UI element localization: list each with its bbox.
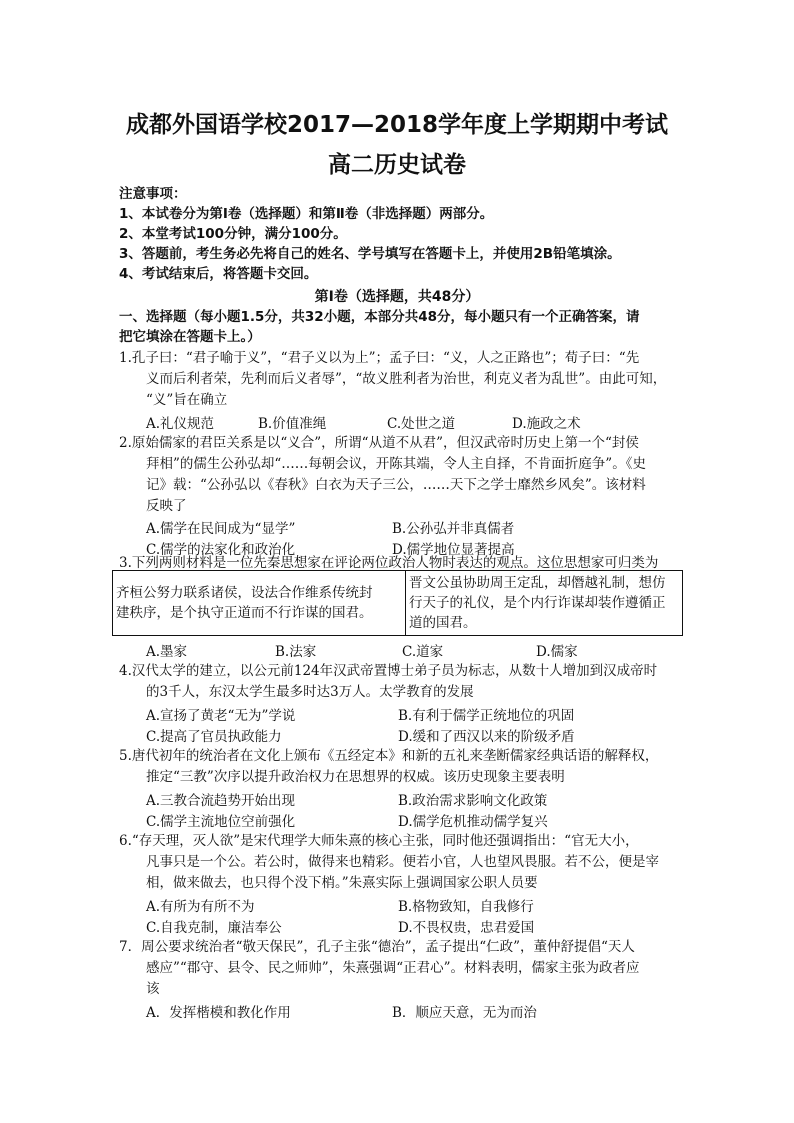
question-7-option: B．顺应天意，无为而治	[392, 1005, 537, 1021]
question-5-option: D.儒学危机推动儒学复兴	[398, 814, 548, 830]
question-6-option: D.不畏权贵，忠君爱国	[398, 920, 535, 936]
question-7-option: A．发挥楷模和教化作用	[146, 1005, 291, 1021]
cell-line: 行天子的礼仪，是个内行诈谋却装作遵循正	[409, 595, 666, 611]
question-5-option: A.三教合流趋势开始出现	[146, 793, 296, 809]
cell-line: 建秩序，是个执守正道而不行诈谋的国君。	[116, 605, 373, 621]
question-3-right-cell	[406, 571, 683, 636]
question-1-line: “义”旨在确立	[146, 392, 228, 408]
notice-item: 4、考试结束后，将答题卡交回。	[119, 266, 318, 282]
notice-heading: 注意事项：	[119, 186, 187, 202]
question-3-left-cell	[113, 571, 406, 636]
question-1-option: A.礼仪规范	[146, 416, 215, 432]
question-4-line: 4.汉代太学的建立，以公元前124年汉武帝置博士弟子员为标志，从数十人增加到汉成帝时	[119, 663, 658, 679]
question-1-line: 1.孔子曰：“君子喻于义”，“君子义以为上”；孟子曰：“义，人之正路也”；荀子曰：“先	[119, 350, 640, 366]
question-3-line: 3.下列两则材料是一位先秦思想家在评论两位政治人物时表达的观点。这位思想家可归类为	[119, 555, 659, 571]
cell-line: 齐桓公努力联系诸侯，设法合作维系传统封	[116, 585, 373, 601]
section-title: 第Ⅰ卷（选择题，共48分）	[314, 289, 480, 305]
question-5-option: C.儒学主流地位空前强化	[146, 814, 296, 830]
cell-line: 道的国君。	[409, 615, 477, 631]
question-2-line: 拜相”的儒生公孙弘却“……每朝会议，开陈其端，令人主自择，不肯面折庭争”。《史	[146, 456, 646, 472]
question-1-option: B.价值准绳	[258, 416, 327, 432]
question-2-line: 记》载：“公孙弘以《春秋》白衣为天子三公，……天下之学士靡然乡风矣”。该材料	[146, 477, 646, 493]
question-2-option: C.儒学的法家化和政治化	[146, 542, 296, 558]
section-intro: 把它填涂在答题卡上。）	[119, 329, 261, 345]
question-3-option: B.法家	[275, 644, 317, 660]
notice-item: 2、本堂考试100分钟，满分100分。	[119, 226, 347, 242]
question-4-line: 的3千人，东汉太学生最多时达3万人。太学教育的发展	[146, 684, 474, 700]
question-6-line: 凡事只是一个公。若公时，做得来也精彩。便若小官，人也望风畏服。若不公，便是宰	[146, 854, 659, 870]
question-6-option: B.格物致知，自我修行	[398, 899, 534, 915]
question-7-line: 7．周公要求统治者“敬天保民”，孔子主张“德治”，孟子提出“仁政”，董仲舒提倡“天人	[119, 939, 635, 955]
question-1-option: D.施政之术	[512, 416, 581, 432]
question-4-option: C.提高了官员执政能力	[146, 729, 282, 745]
section-intro: 一、选择题（每小题1.5分，共32小题，本部分共48分，每小题只有一个正确答案，请	[119, 309, 640, 325]
question-7-line: 该	[146, 981, 160, 997]
question-2-line: 2.原始儒家的君臣关系是以“义合”，所谓“从道不从君”，但汉武帝时历史上第一个“封侯	[119, 435, 639, 451]
question-7-line: 感应”“郡守、县令、民之师帅”，朱熹强调“正君心”。材料表明，儒家主张为政者应	[146, 960, 640, 976]
question-2-line: 反映了	[146, 498, 187, 514]
question-4-option: D.缓和了西汉以来的阶级矛盾	[398, 729, 575, 745]
question-4-option: B.有利于儒学正统地位的巩固	[398, 708, 575, 724]
question-3-option: A.墨家	[146, 644, 188, 660]
question-3-option: C.道家	[402, 644, 444, 660]
question-3-option: D.儒家	[536, 644, 578, 660]
page-subtitle: 高二历史试卷	[328, 152, 466, 178]
question-2-option: A.儒学在民间成为“显学”	[146, 521, 296, 537]
cell-line: 晋文公虽协助周王定乱，却僭越礼制，想仿	[409, 575, 666, 591]
question-2-option: B.公孙弘并非真儒者	[392, 521, 515, 537]
question-6-line: 6.“存天理，灭人欲”是宋代理学大师朱熹的核心主张，同时他还强调指出：“官无大小，	[119, 833, 639, 849]
question-6-option: A.有所为有所不为	[146, 899, 255, 915]
question-5-line: 推定“三教”次序以提升政治权力在思想界的权威。该历史现象主要表明	[146, 769, 565, 785]
question-3-table	[112, 570, 683, 636]
question-6-option: C.自我克制，廉洁奉公	[146, 920, 282, 936]
notice-item: 3、答题前，考生务必先将自己的姓名、学号填写在答题卡上，并使用2B铅笔填涂。	[119, 246, 621, 262]
question-6-line: 相，做来做去，也只得个没下梢。”朱熹实际上强调国家公职人员要	[146, 875, 538, 891]
question-2-option: D.儒学地位显著提高	[392, 542, 515, 558]
question-4-option: A.宣扬了黄老“无为”学说	[146, 708, 296, 724]
page-title: 成都外国语学校2017—2018学年度上学期期中考试	[125, 112, 669, 138]
question-5-line: 5.唐代初年的统治者在文化上颁布《五经定本》和新的五礼来垄断儒家经典话语的解释权，	[119, 748, 659, 764]
question-1-line: 义而后利者荣，先利而后义者辱”，“故义胜利者为治世，利克义者为乱世”。由此可知，	[146, 371, 667, 387]
question-5-option: B.政治需求影响文化政策	[398, 793, 548, 809]
notice-item: 1、本试卷分为第Ⅰ卷（选择题）和第Ⅱ卷（非选择题）两部分。	[119, 206, 494, 222]
question-1-option: C.处世之道	[387, 416, 456, 432]
